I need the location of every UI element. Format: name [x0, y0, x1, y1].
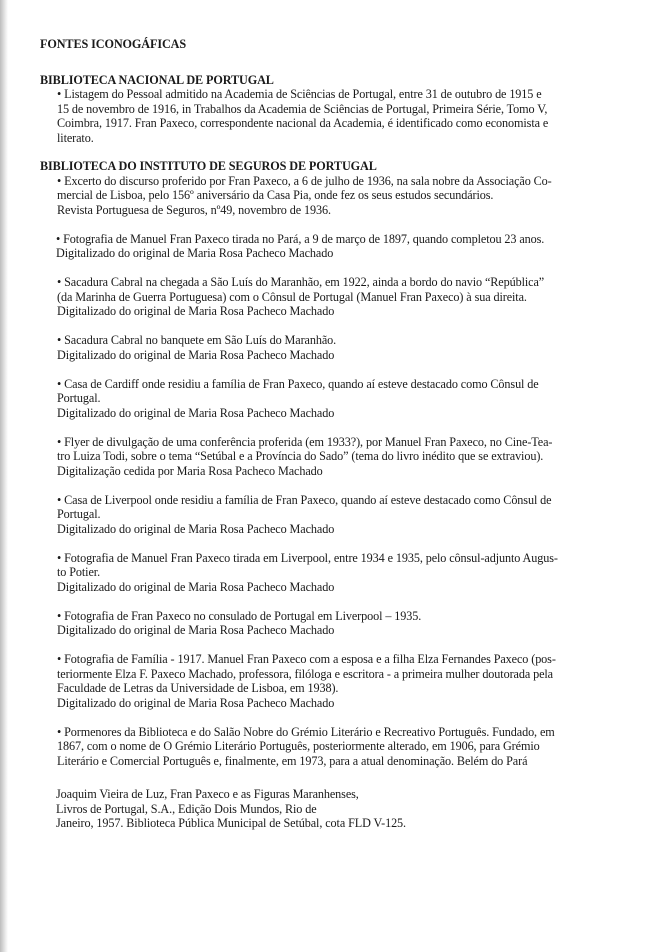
entry-listagem-pessoal — [40, 87, 632, 145]
document-title: FONTES ICONOGÁFICAS — [40, 37, 187, 51]
reference-line: Livros de Portugal, S.A., Edição Dois Mundos, Rio de — [56, 801, 317, 816]
reference-line: Joaquim Vieira de Luz, Fran Paxeco e as Figuras Maranhenses, — [56, 787, 359, 801]
entry-line: • Listagem do Pessoal admitido na Academia de Sciências de Portugal, entre 31 de outubro de 1915 e — [57, 87, 542, 101]
page-edge-shadow — [0, 0, 8, 952]
entry-line: • Fotografia de Família - 1917. Manuel Fran Paxeco com a esposa e a filha Elza Fernandes Paxeco (pos- — [57, 652, 556, 666]
entry-line: mercial de Lisboa, pelo 156º aniversário da Casa Pia, onde fez os seus estudos secundários. — [57, 188, 494, 202]
entry-line: Faculdade de Letras da Universidade de Lisboa, em 1938). — [57, 681, 339, 695]
entry-line: 15 de novembro de 1916, in Trabalhos da Academia de Sciências de Portugal, Primeira Série, Tomo V, — [57, 101, 548, 116]
entry-fotografia-familia — [40, 652, 632, 710]
entry-line: Literário e Comercial Português e, finalmente, em 1973, para a atual denominação. Belém do Pará — [57, 753, 528, 768]
entry-line: (da Marinha de Guerra Portuguesa) com o Cônsul de Portugal (Manuel Fran Paxeco) à sua direita. — [57, 289, 527, 304]
section-heading-isp: BIBLIOTECA DO INSTITUTO DE SEGUROS DE PORTUGAL — [40, 159, 377, 173]
entry-line: 1867, com o nome de O Grémio Literário Português, posteriormente alterado, em 1906, para Grémio — [57, 739, 540, 753]
entry-line: • Casa de Cardiff onde residiu a família de Fran Paxeco, quando aí esteve destacado como Cônsul de — [57, 376, 539, 391]
entry-line: Digitalizado do original de Maria Rosa Pacheco Machado — [57, 579, 335, 594]
section-heading-bnp: BIBLIOTECA NACIONAL DE PORTUGAL — [40, 72, 274, 87]
entry-line: • Fotografia de Fran Paxeco no consulado de Portugal em Liverpool – 1935. — [57, 608, 422, 623]
entry-line: • Fotografia de Manuel Fran Paxeco tirada no Pará, a 9 de março de 1897, quando completou 23 anos. — [56, 231, 545, 246]
entry-line: Digitalização cedida por Maria Rosa Pacheco Machado — [57, 463, 323, 478]
entry-fotografia-para — [40, 232, 632, 261]
entry-line: • Pormenores da Biblioteca e do Salão Nobre do Grémio Literário e Recreativo Português. Fundado, em — [57, 724, 555, 739]
entry-fotografia-liverpool — [40, 551, 632, 595]
entry-flyer-conferencia — [40, 435, 632, 479]
entry-gremio-literario — [40, 725, 632, 769]
entry-sacadura-chegada — [40, 275, 632, 319]
entry-line: teriormente Elza F. Paxeco Machado, professora, filóloga e escritora - a primeira mulher doutorada pela — [57, 666, 553, 681]
entry-line: Digitalizado do original de Maria Rosa Pacheco Machado — [57, 521, 335, 536]
entry-line: Digitalizado do original de Maria Rosa Pacheco Machado — [57, 695, 335, 710]
entry-line: • Sacadura Cabral no banquete em São Luís do Maranhão. — [57, 333, 337, 347]
entry-line: Digitalizado do original de Maria Rosa Pacheco Machado — [57, 304, 335, 318]
entry-fotografia-consulado — [40, 609, 632, 638]
entry-line: Digitalizado do original de Maria Rosa Pacheco Machado — [57, 623, 335, 637]
entry-line: Digitalizado do original de Maria Rosa Pacheco Machado — [57, 347, 335, 362]
entry-sacadura-banquete — [40, 333, 632, 362]
entry-casa-cardiff — [40, 377, 632, 421]
entry-line: • Sacadura Cabral na chegada a São Luís do Maranhão, em 1922, ainda a bordo do navio “República” — [57, 275, 545, 289]
entry-line: • Fotografia de Manuel Fran Paxeco tirada em Liverpool, entre 1934 e 1935, pelo cônsul-adjunto Augus- — [57, 550, 558, 565]
entry-line: • Casa de Liverpool onde residiu a família de Fran Paxeco, quando aí esteve destacado como Cônsul de — [57, 492, 552, 507]
entry-line: Portugal. — [57, 391, 101, 405]
entry-line: literato. — [57, 130, 94, 145]
entry-line: Digitalizado do original de Maria Rosa Pacheco Machado — [57, 405, 335, 420]
entry-line: Portugal. — [57, 507, 101, 521]
entry-line: to Potier. — [57, 565, 101, 579]
document-page — [40, 37, 632, 831]
entry-line: • Excerto do discurso proferido por Fran Paxeco, a 6 de julho de 1936, na sala nobre da Associação Co- — [57, 173, 552, 188]
entry-line: • Flyer de divulgação de uma conferência proferida (em 1933?), por Manuel Fran Paxeco, no Cine-Tea- — [57, 434, 553, 449]
reference-line: Janeiro, 1957. Biblioteca Pública Municipal de Setúbal, cota FLD V-125. — [56, 816, 407, 830]
entry-line: Digitalizado do original de Maria Rosa Pacheco Machado — [56, 246, 334, 260]
entry-line: Coimbra, 1917. Fran Paxeco, correspondente nacional da Academia, é identificado como economista e — [57, 116, 549, 130]
bibliographic-reference — [40, 787, 632, 831]
entry-excerto-discurso — [40, 174, 632, 218]
entry-line: tro Luiza Todi, sobre o tema “Setúbal e a Província do Sado” (tema do livro inédito que se extraviou). — [57, 449, 544, 463]
entry-line: Revista Portuguesa de Seguros, nº49, novembro de 1936. — [57, 202, 331, 217]
entry-casa-liverpool — [40, 493, 632, 537]
